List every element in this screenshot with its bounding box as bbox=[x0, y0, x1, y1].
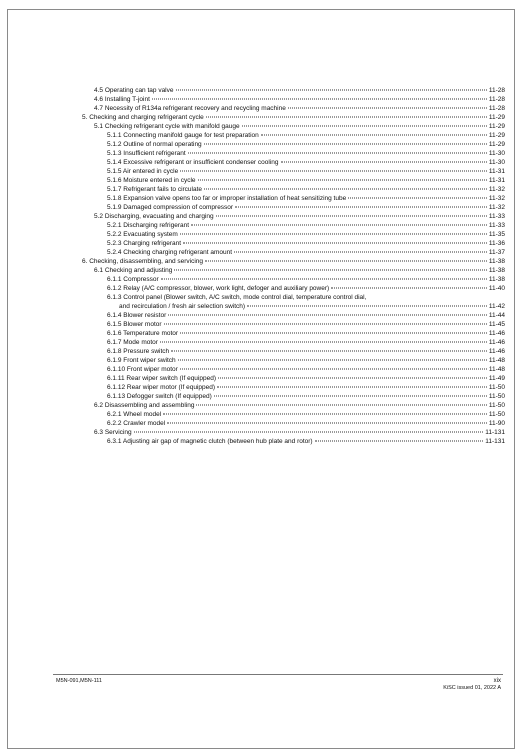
toc-entry[interactable] bbox=[94, 428, 505, 437]
toc-entry-title: 6.2.1 Wheel model bbox=[107, 411, 162, 418]
toc-entry[interactable] bbox=[94, 95, 505, 104]
toc-entry-title: 5.1.9 Damaged compression of compressor bbox=[107, 204, 234, 211]
toc-entry[interactable] bbox=[107, 365, 505, 374]
dot-leader bbox=[204, 144, 487, 145]
toc-entry-title: 5.1.6 Moisture entered in cycle bbox=[107, 177, 196, 184]
toc-entry[interactable] bbox=[107, 347, 505, 356]
toc-entry-page: 11-28 bbox=[488, 96, 505, 103]
toc-entry-title: 6.1.9 Front wiper switch bbox=[107, 357, 176, 364]
toc-entry[interactable] bbox=[82, 257, 505, 266]
toc-entry-title: 6.1.4 Blower resistor bbox=[107, 312, 167, 319]
toc-entry[interactable] bbox=[107, 194, 505, 203]
toc-entry-page: 11-46 bbox=[488, 348, 505, 355]
toc-entry[interactable] bbox=[107, 338, 505, 347]
toc-entry-page: 11-49 bbox=[488, 375, 505, 382]
toc-entry-title: 6.1.11 Rear wiper switch (If equipped) bbox=[107, 375, 216, 382]
dot-leader bbox=[180, 333, 487, 334]
toc-entry-title: 4.7 Necessity of R134a refrigerant recovery and recycling machine bbox=[94, 105, 286, 112]
dot-leader bbox=[164, 324, 487, 325]
dot-leader bbox=[315, 441, 484, 442]
toc-entry-title: 6.1 Checking and adjusting bbox=[94, 267, 173, 274]
toc-entry-title: 5.2.1 Discharging refrigerant bbox=[107, 222, 190, 229]
toc-entry[interactable] bbox=[107, 221, 505, 230]
dot-leader bbox=[198, 180, 487, 181]
toc-entry-page: 11-90 bbox=[488, 420, 505, 427]
footer-model: M5N-091,M5N-111 bbox=[56, 678, 102, 684]
toc-entry[interactable] bbox=[107, 284, 505, 293]
toc-entry-page: 11-33 bbox=[488, 213, 505, 220]
toc-entry[interactable] bbox=[107, 419, 505, 428]
toc-entry-title: 6.1.8 Pressure switch bbox=[107, 348, 170, 355]
dot-leader bbox=[204, 189, 487, 190]
toc-entry-title: 5.1.5 Air entered in cycle bbox=[107, 168, 179, 175]
toc-entry-page: 11-50 bbox=[488, 384, 505, 391]
toc-entry-page: 11-46 bbox=[488, 339, 505, 346]
toc-entry-title: 6.2 Disassembling and assembling bbox=[94, 402, 195, 409]
toc-entry-page: 11-32 bbox=[488, 204, 505, 211]
toc-entry[interactable] bbox=[107, 383, 505, 392]
dot-leader bbox=[214, 396, 487, 397]
toc-entry-title: 6.1.1 Compressor bbox=[107, 276, 159, 283]
toc-entry-page: 11-29 bbox=[488, 114, 505, 121]
toc-entry[interactable] bbox=[107, 239, 505, 248]
dot-leader bbox=[178, 360, 487, 361]
toc-entry-page: 11-50 bbox=[488, 393, 505, 400]
toc-entry-page: 11-29 bbox=[488, 141, 505, 148]
toc-entry-page: 11-37 bbox=[488, 249, 505, 256]
toc-entry[interactable] bbox=[94, 86, 505, 95]
dot-leader bbox=[188, 153, 487, 154]
toc-entry-title: 6.1.2 Relay (A/C compressor, blower, work light, defoger and auxiliary power) bbox=[107, 285, 330, 292]
toc-entry-page: 11-40 bbox=[488, 285, 505, 292]
toc-entry-page: 11-38 bbox=[488, 267, 505, 274]
toc-entry-page: 11-48 bbox=[488, 357, 505, 364]
toc-entry[interactable] bbox=[107, 230, 505, 239]
toc-entry[interactable] bbox=[107, 140, 505, 149]
toc-entry[interactable] bbox=[107, 437, 505, 446]
toc-entry[interactable] bbox=[107, 275, 505, 284]
toc-entry[interactable] bbox=[107, 356, 505, 365]
toc-entry-page: 11-35 bbox=[488, 231, 505, 238]
dot-leader bbox=[163, 414, 487, 415]
toc-entry-page: 11-31 bbox=[488, 168, 505, 175]
toc-entry-title: 6.2.2 Crawler model bbox=[107, 420, 166, 427]
dot-leader bbox=[281, 162, 487, 163]
toc-entry-page: 11-38 bbox=[488, 276, 505, 283]
toc-entry[interactable] bbox=[107, 185, 505, 194]
toc-entry-title: 5. Checking and charging refrigerant cycle bbox=[82, 114, 204, 121]
toc-entry[interactable] bbox=[107, 392, 505, 401]
dot-leader bbox=[152, 99, 487, 100]
toc-entry-page: 11-32 bbox=[488, 186, 505, 193]
dot-leader bbox=[218, 378, 487, 379]
toc-entry-page: 11-38 bbox=[488, 258, 505, 265]
dot-leader bbox=[160, 342, 487, 343]
toc-entry-title: 6.1.7 Mode motor bbox=[107, 339, 158, 346]
footer-page-number: xix bbox=[493, 678, 501, 684]
toc-entry-page: 11-50 bbox=[488, 402, 505, 409]
toc-entry-page: 11-28 bbox=[488, 105, 505, 112]
dot-leader bbox=[168, 315, 487, 316]
dot-leader bbox=[171, 351, 487, 352]
dot-leader bbox=[247, 306, 487, 307]
toc-entry[interactable] bbox=[107, 329, 505, 338]
toc-entry-title: and recirculation / fresh air selection switch) bbox=[119, 303, 246, 310]
dot-leader bbox=[331, 288, 487, 289]
dot-leader bbox=[206, 117, 487, 118]
toc-entry-page: 11-30 bbox=[488, 150, 505, 157]
toc-entry-page: 11-36 bbox=[488, 240, 505, 247]
toc-entry-page: 11-131 bbox=[485, 429, 505, 436]
toc-entry[interactable] bbox=[107, 149, 505, 158]
toc-entry-title: 5.2.4 Checking charging refrigerant amount bbox=[107, 249, 233, 256]
toc-entry-page: 11-33 bbox=[488, 222, 505, 229]
toc-entry-title: 6.1.12 Rear wiper motor (If equipped) bbox=[107, 384, 216, 391]
dot-leader bbox=[134, 432, 484, 433]
toc-entry[interactable] bbox=[107, 311, 505, 320]
toc-entry[interactable] bbox=[82, 113, 505, 122]
toc-entry-page: 11-29 bbox=[488, 132, 505, 139]
dot-leader bbox=[180, 369, 487, 370]
dot-leader bbox=[161, 279, 487, 280]
toc-entry-title: 5.1.1 Connecting manifold gauge for test preparation bbox=[107, 132, 259, 139]
document-page bbox=[7, 9, 515, 749]
toc-entry[interactable] bbox=[94, 401, 505, 410]
toc-entry[interactable] bbox=[107, 374, 505, 383]
toc-entry-title: 5.1.2 Outline of normal operating bbox=[107, 141, 202, 148]
toc-entry-title: 5.1.4 Excessive refrigerant or insufficient condenser cooling bbox=[107, 159, 279, 166]
toc-entry-title: 6.1.5 Blower motor bbox=[107, 321, 162, 328]
dot-leader bbox=[180, 171, 487, 172]
dot-leader bbox=[174, 270, 486, 271]
toc-entry[interactable] bbox=[94, 122, 505, 131]
toc-entry[interactable] bbox=[107, 176, 505, 185]
dot-leader bbox=[242, 126, 487, 127]
toc-entry-page: 11-44 bbox=[488, 312, 505, 319]
toc-entry[interactable] bbox=[107, 158, 505, 167]
toc-entry-title: 6.1.3 Control panel (Blower switch, A/C switch, mode control dial, temperature control dial, bbox=[107, 294, 367, 301]
toc-entry-page: 11-45 bbox=[488, 321, 505, 328]
toc-entry-page: 11-28 bbox=[488, 87, 505, 94]
toc-entry-title: 5.2.3 Charging refrigerant bbox=[107, 240, 182, 247]
dot-leader bbox=[183, 243, 487, 244]
dot-leader bbox=[180, 234, 487, 235]
toc-entry-title: 6.3.1 Adjusting air gap of magnetic clutch (between hub plate and rotor) bbox=[107, 438, 313, 445]
toc-entry-page: 11-29 bbox=[488, 123, 505, 130]
toc-entry-title: 5.1.7 Refrigerant fails to circulate bbox=[107, 186, 203, 193]
toc-entry-title: 5.1 Checking refrigerant cycle with manifold gauge bbox=[94, 123, 240, 130]
toc-entry-page: 11-50 bbox=[488, 411, 505, 418]
toc-entry[interactable] bbox=[107, 167, 505, 176]
footer-divider bbox=[53, 674, 503, 675]
toc-entry-page: 11-131 bbox=[485, 438, 505, 445]
dot-leader bbox=[217, 387, 487, 388]
toc-entry-title: 6.1.10 Front wiper motor bbox=[107, 366, 178, 373]
toc-entry-page: 11-32 bbox=[488, 195, 505, 202]
toc-entry[interactable] bbox=[107, 293, 505, 302]
dot-leader bbox=[176, 90, 487, 91]
toc-entry-title: 5.2 Discharging, evacuating and charging bbox=[94, 213, 214, 220]
toc-entry[interactable] bbox=[94, 104, 505, 113]
toc-entry-page: 11-31 bbox=[488, 177, 505, 184]
toc-entry-title: 5.2.2 Evacuating system bbox=[107, 231, 178, 238]
toc-entry-title: 5.1.8 Expansion valve opens too far or improper installation of heat sensitizing tube bbox=[107, 195, 347, 202]
dot-leader bbox=[348, 198, 487, 199]
toc-entry[interactable] bbox=[107, 320, 505, 329]
toc-entry[interactable] bbox=[107, 248, 505, 257]
toc-entry[interactable] bbox=[94, 212, 505, 221]
dot-leader bbox=[205, 261, 487, 262]
footer-issue: KiSC issued 01, 2022 A bbox=[443, 685, 501, 691]
dot-leader bbox=[235, 207, 487, 208]
toc-entry-title: 4.6 Installing T-joint bbox=[94, 96, 150, 103]
dot-leader bbox=[234, 252, 487, 253]
dot-leader bbox=[216, 216, 487, 217]
dot-leader bbox=[191, 225, 487, 226]
toc-entry-page: 11-30 bbox=[488, 159, 505, 166]
toc-entry-page: 11-48 bbox=[488, 366, 505, 373]
toc-entry-title: 6. Checking, disassembling, and servicing bbox=[82, 258, 204, 265]
toc-entry-page: 11-46 bbox=[488, 330, 505, 337]
dot-leader bbox=[261, 135, 487, 136]
dot-leader bbox=[288, 108, 487, 109]
dot-leader bbox=[196, 405, 486, 406]
toc-entry-title: 6.3 Servicing bbox=[94, 429, 132, 436]
toc-entry[interactable] bbox=[94, 266, 505, 275]
toc-entry-title: 6.1.6 Temperature motor bbox=[107, 330, 179, 337]
toc-entry[interactable] bbox=[107, 203, 505, 212]
toc-entry[interactable] bbox=[107, 410, 505, 419]
toc-entry-continuation[interactable] bbox=[119, 302, 505, 311]
toc-entry-page: 11-42 bbox=[488, 303, 505, 310]
toc-entry-title: 4.5 Operating can tap valve bbox=[94, 87, 174, 94]
toc-entry-title: 6.1.13 Defogger switch (If equipped) bbox=[107, 393, 212, 400]
toc-entry-title: 5.1.3 Insufficient refrigerant bbox=[107, 150, 186, 157]
toc-entry[interactable] bbox=[107, 131, 505, 140]
dot-leader bbox=[167, 423, 487, 424]
